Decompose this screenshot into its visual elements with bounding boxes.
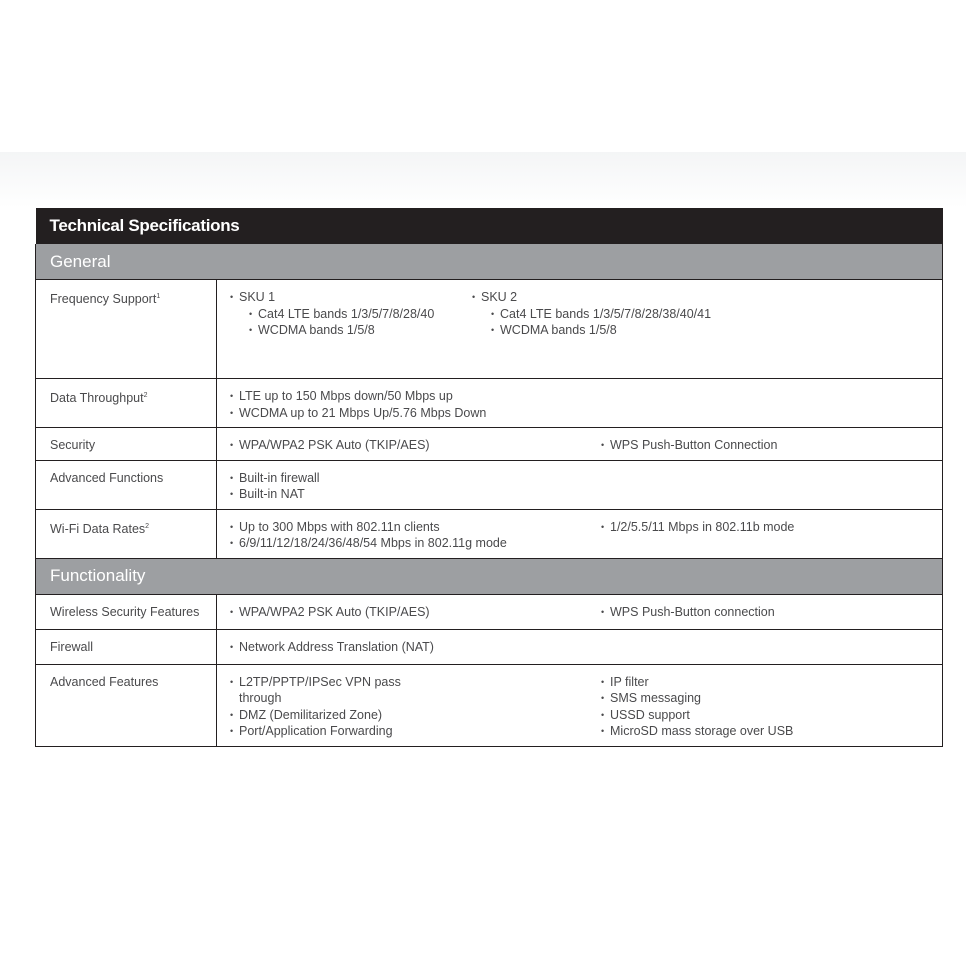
row-label: Data Throughput$^2$ [36,379,217,428]
list-item: • WPA/WPA2 PSK Auto (TKIP/AES) [230,604,601,621]
table-title: Technical Specifications [36,208,943,244]
list-item: • Port/Application Forwarding [230,723,601,740]
list-item: • Built-in firewall [230,470,942,487]
table-row [36,460,943,509]
row-values [217,594,943,629]
table-row [36,664,943,746]
section-heading: General [36,244,943,280]
list-item: • USSD support [601,707,793,724]
list-item: • 1/2/5.5/11 Mbps in 802.11b mode [601,519,794,536]
section-heading: Functionality [36,558,943,594]
section-functionality [36,558,943,594]
footnote-marker: 2 [145,522,150,530]
table-row [36,379,943,428]
spec-table [35,208,943,747]
list-item: • WCDMA bands 1/5/8 [249,322,472,339]
list-item: • DMZ (Demilitarized Zone) [230,707,601,724]
title-row [36,208,943,244]
list-item: • SMS messaging [601,690,793,707]
row-values [217,460,943,509]
row-values [217,280,943,379]
list-item: • WCDMA up to 21 Mbps Up/5.76 Mbps Down [230,405,942,422]
row-label: Advanced Features [36,664,217,746]
list-item: • Up to 300 Mbps with 802.11n clients [230,519,601,536]
row-label: Wireless Security Features [36,594,217,629]
table-row [36,280,943,379]
row-values [217,428,943,461]
list-item: • WPA/WPA2 PSK Auto (TKIP/AES) [230,437,601,454]
list-item: • WCDMA bands 1/5/8 [491,322,711,339]
table-row [36,594,943,629]
row-label: Frequency Support$^1$ [36,280,217,379]
row-label: Advanced Functions [36,460,217,509]
list-item: • L2TP/PPTP/IPSec VPN pass [230,674,601,691]
list-item: • WPS Push-Button Connection [601,437,777,454]
list-item: • WPS Push-Button connection [601,604,775,621]
table-row [36,428,943,461]
row-values [217,664,943,746]
list-item: • Cat4 LTE bands 1/3/5/7/8/28/40 [249,306,472,323]
row-values [217,379,943,428]
list-item: • IP filter [601,674,793,691]
list-item: • LTE up to 150 Mbps down/50 Mbps up [230,388,942,405]
list-item: • MicroSD mass storage over USB [601,723,793,740]
row-label: Security [36,428,217,461]
header-band [0,152,966,208]
table-row [36,629,943,664]
section-general [36,244,943,280]
list-item: • Cat4 LTE bands 1/3/5/7/8/28/38/40/41 [491,306,711,323]
row-values [217,509,943,558]
table-row [36,509,943,558]
footnote-marker: 2 [143,392,148,399]
row-values [217,629,943,664]
row-label: Firewall [36,629,217,664]
row-label: Wi-Fi Data Rates$^2$ [36,509,217,558]
list-item-continuation: through [239,691,282,705]
footnote-marker: 1 [156,293,161,300]
list-item: • SKU 2 [472,289,711,306]
list-item: • Network Address Translation (NAT) [230,639,942,656]
list-item: • SKU 1 [230,289,472,306]
list-item: • 6/9/11/12/18/24/36/48/54 Mbps in 802.11g mode [230,535,601,552]
list-item: • Built-in NAT [230,486,942,503]
